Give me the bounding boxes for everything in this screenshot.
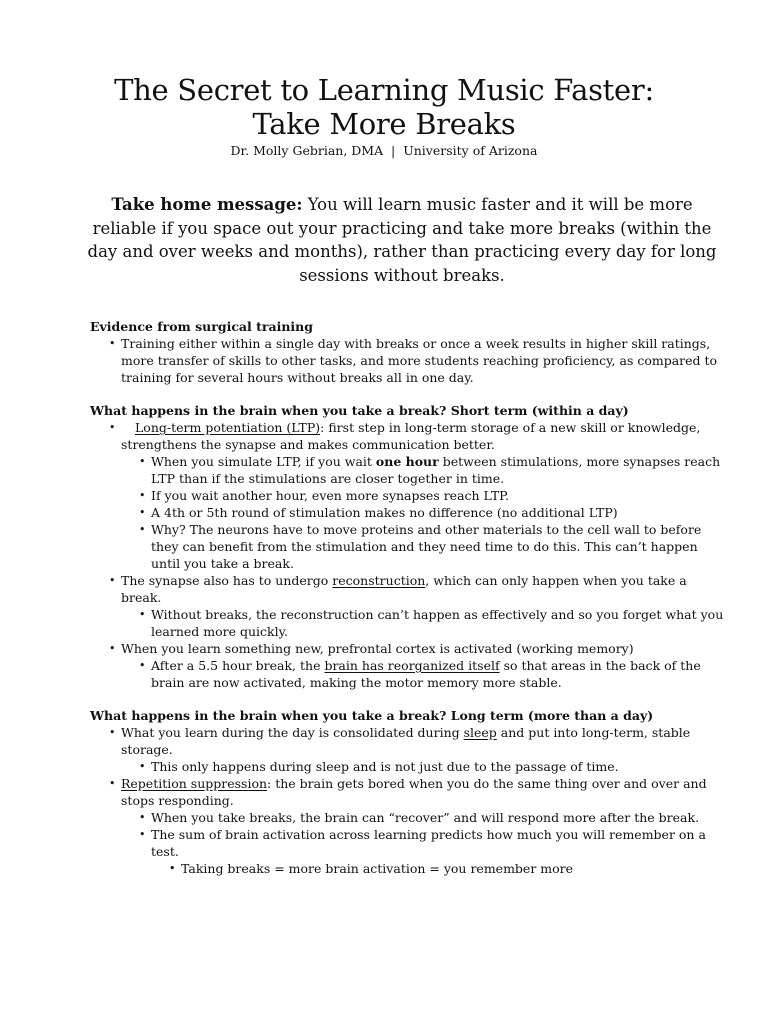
term-reconstruction: reconstruction xyxy=(332,573,426,588)
list-item xyxy=(90,606,730,640)
list-item-text: When you simulate LTP, if you wait xyxy=(151,454,376,469)
list-item xyxy=(90,521,730,572)
list-item-text: This only happens during sleep and is not just due to the passage of time. xyxy=(151,759,619,774)
bullet-icon: • xyxy=(109,574,116,587)
list-item xyxy=(90,826,730,860)
list-item-text: The sum of brain activation across learning predicts how much you will remember on a test. xyxy=(151,827,706,859)
list-item-text: Taking breaks = more brain activation = you remember more xyxy=(181,861,574,876)
bullet-icon: • xyxy=(109,777,116,790)
list-item xyxy=(90,758,730,775)
bullet-icon: • xyxy=(139,523,146,536)
bullet-icon: • xyxy=(109,642,116,655)
list-item-text: After a 5.5 hour break, the xyxy=(151,658,325,673)
list-item-text: A 4th or 5th round of stimulation makes no difference (no additional LTP) xyxy=(151,505,618,520)
list-item-text: Why? The neurons have to move proteins and other materials to the cell wall to before they can benefit from the stimulation and they need time to do this. This can’t happen until you take a break. xyxy=(151,522,702,571)
section-heading: What happens in the brain when you take a break? Long term (more than a day) xyxy=(90,708,654,723)
message-label: Take home message: xyxy=(111,195,303,214)
author-byline: Dr. Molly Gebrian, DMA | University of Arizona xyxy=(230,143,538,158)
list-item-text: Without breaks, the reconstruction can’t happen as effectively and so you forget what you learned more quickly. xyxy=(151,607,724,639)
section-long-term xyxy=(90,707,730,877)
bullet-icon: • xyxy=(109,421,116,434)
bullet-icon: • xyxy=(109,726,116,739)
list-item-text: When you learn something new, prefrontal cortex is activated (working memory) xyxy=(121,641,634,656)
bullet-icon: • xyxy=(139,760,146,773)
list-item xyxy=(90,657,730,691)
message-text: You will learn music faster and it will be more reliable if you space out your practicing and take more breaks (within the day and over weeks and months), rather than practicing every day for long sessions without breaks. xyxy=(87,195,717,285)
list-item xyxy=(90,640,730,657)
list-item-text: so that areas in the back of the brain are now activated, making the motor memory more stable. xyxy=(151,658,701,690)
list-item xyxy=(90,335,730,386)
section-heading: Evidence from surgical training xyxy=(90,319,313,334)
list-item-text: If you wait another hour, even more synapses reach LTP. xyxy=(151,488,510,503)
list-item-text: Training either within a single day with breaks or once a week results in higher skill ratings, more transfer of skills to other tasks, and more students reaching proficiency, as compared to training for several hours without breaks all in one day. xyxy=(121,336,718,385)
bullet-icon: • xyxy=(139,455,146,468)
list-item-text: The synapse also has to undergo xyxy=(121,573,333,588)
title-line-2: Take More Breaks xyxy=(252,107,516,141)
bullet-icon: • xyxy=(139,828,146,841)
bullet-icon: • xyxy=(139,489,146,502)
list-item xyxy=(90,724,730,758)
list-item xyxy=(90,504,730,521)
term-brain-reorganized: brain has reorganized itself xyxy=(324,658,500,673)
list-item xyxy=(90,775,730,809)
bullet-list xyxy=(90,419,730,691)
term-repetition-suppression: Repetition suppression xyxy=(121,776,268,791)
list-item xyxy=(90,453,730,487)
term-ltp: Long-term potentiation (LTP) xyxy=(135,420,321,435)
bullet-list xyxy=(90,335,730,386)
list-item xyxy=(90,419,730,453)
section-heading: What happens in the brain when you take a break? Short term (within a day) xyxy=(90,403,629,418)
list-item-text: : the brain gets bored when you do the same thing over and over and stops responding. xyxy=(121,776,707,808)
title-line-1: The Secret to Learning Music Faster: xyxy=(114,73,654,107)
list-item-text: When you take breaks, the brain can “recover” and will respond more after the break. xyxy=(151,810,700,825)
bullet-icon: • xyxy=(139,659,146,672)
list-item-text: between stimulations, more synapses reach LTP than if the stimulations are closer together in time. xyxy=(151,454,721,486)
bullet-list xyxy=(90,724,730,877)
list-item-text: What you learn during the day is consolidated during xyxy=(121,725,464,740)
list-item xyxy=(90,487,730,504)
list-item-text: , which can only happen when you take a break. xyxy=(121,573,687,605)
list-item-text: and put into long-term, stable storage. xyxy=(121,725,691,757)
bullet-icon: • xyxy=(109,337,116,350)
take-home-message xyxy=(84,193,720,287)
bullet-icon: • xyxy=(139,811,146,824)
section-surgical-training xyxy=(90,318,730,386)
bullet-icon: • xyxy=(139,608,146,621)
bullet-icon: • xyxy=(169,862,176,875)
emphasis-text: one hour xyxy=(375,454,439,469)
list-item xyxy=(90,572,730,606)
list-item-text: : first step in long-term storage of a new skill or knowledge, strengthens the synapse and makes communication better. xyxy=(121,420,701,452)
section-short-term xyxy=(90,402,730,691)
list-item xyxy=(90,809,730,826)
bullet-icon: • xyxy=(139,506,146,519)
list-item xyxy=(90,860,730,877)
term-sleep: sleep xyxy=(463,725,497,740)
